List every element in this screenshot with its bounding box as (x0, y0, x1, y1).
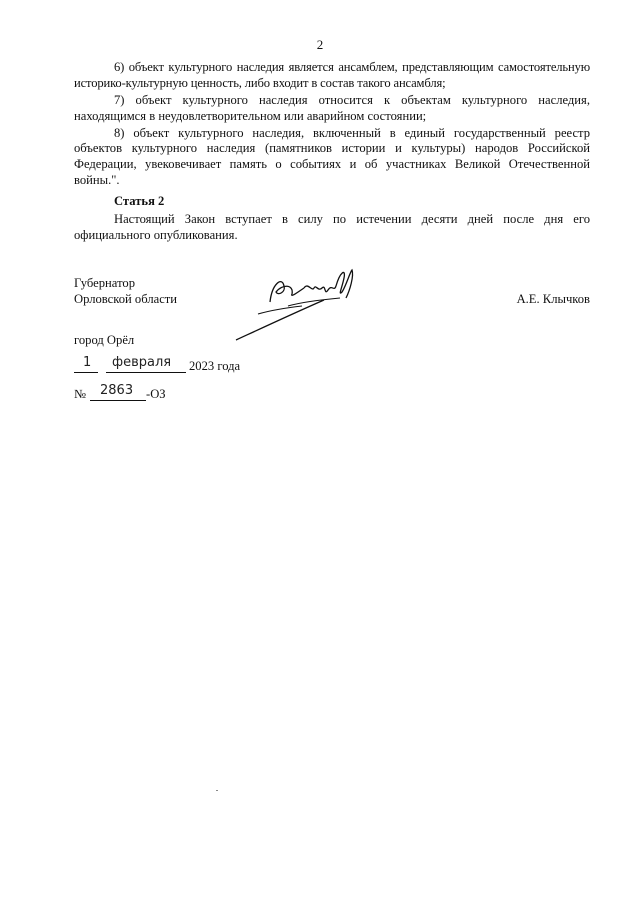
paragraph-item-8: 8) объект культурного наследия, включенный в единый государственный реестр объектов культурного наследия (памятников истории и культуры) народов Российской Федерации, увековечивает память о событиях и об участниках Великой Отечественной войны.". (74, 125, 590, 187)
date-day: 1 (83, 355, 92, 370)
number-suffix: -ОЗ (146, 387, 166, 401)
law-number (74, 383, 274, 406)
governor-title (74, 275, 177, 307)
page-number: 2 (316, 37, 324, 52)
article-text: Настоящий Закон вступает в силу по истечении десяти дней после дня его официального опубликования. (74, 211, 590, 242)
document-body (74, 60, 590, 190)
governor-title-line2: Орловской области (74, 292, 178, 306)
paragraph-item-7: 7) объект культурного наследия относится к объектам культурного наследия, находящимся в неудовлетворительном или аварийном состоянии; (74, 92, 590, 123)
governor-title-line1: Губернатор (74, 276, 135, 290)
governor-name: А.Е. Клычков (516, 292, 590, 306)
handwritten-signature (232, 262, 362, 346)
article-2 (74, 194, 590, 243)
scan-speck (216, 790, 218, 791)
signing-date (74, 355, 314, 378)
paragraph-item-6: 6) объект культурного наследия является ансамблем, представляющим самостоятельную историко-культурную ценность, либо входит в состав такого ансамбля; (74, 60, 590, 90)
city: город Орёл (74, 333, 135, 347)
number-prefix: № (74, 387, 87, 401)
article-title: Статья 2 (114, 194, 165, 208)
date-year: 2023 года (189, 359, 241, 373)
date-month: февраля (112, 355, 172, 370)
number-value: 2863 (100, 383, 134, 398)
